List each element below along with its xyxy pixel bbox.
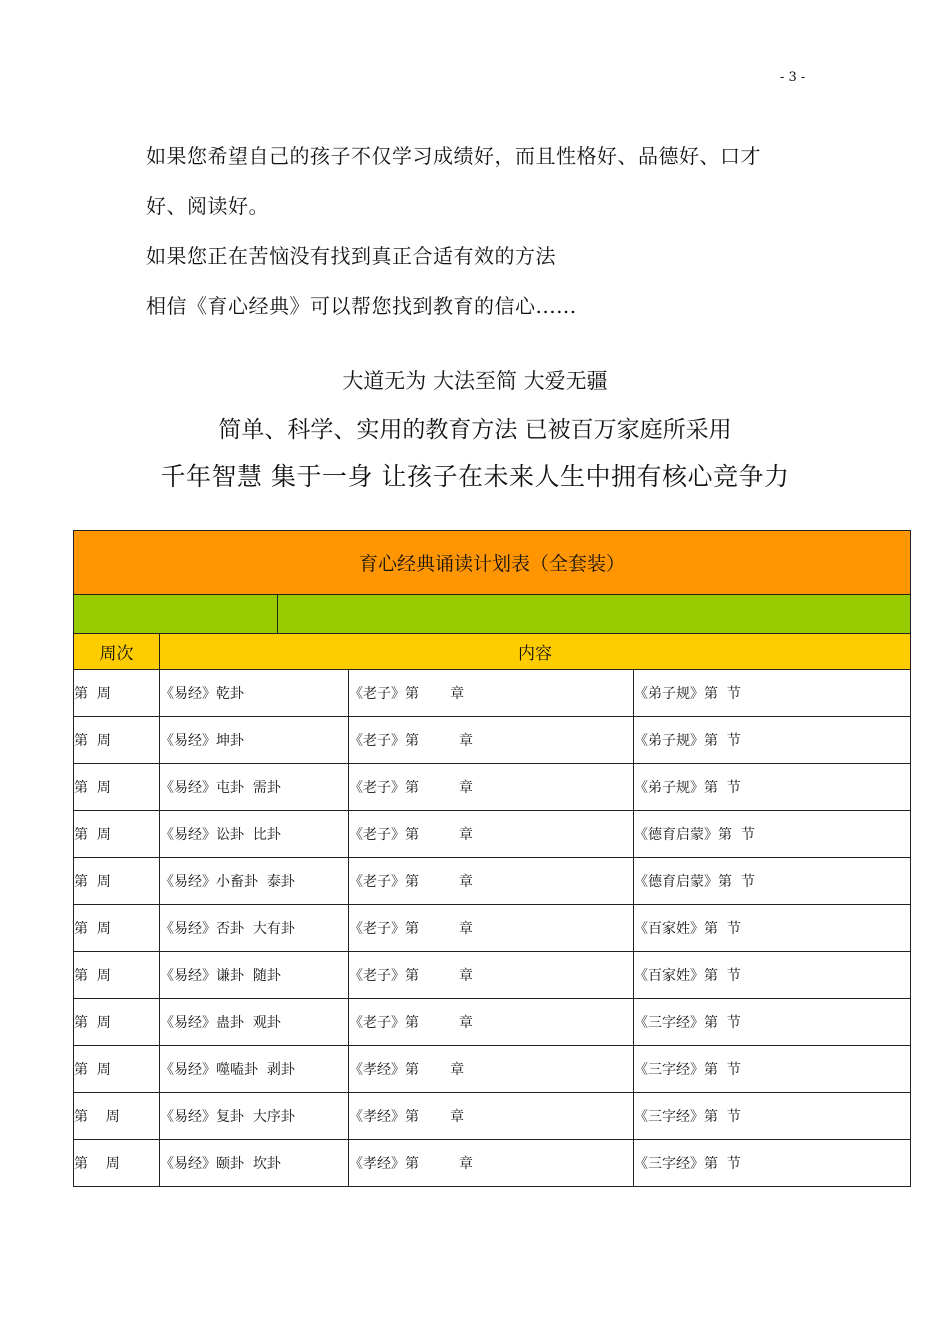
cell-second-text: 《老子》第 章 — [349, 811, 634, 858]
table-row — [74, 1140, 911, 1187]
cell-week: 第 周 — [74, 858, 160, 905]
slogan-line-2: 简单、科学、实用的教育方法 已被百万家庭所采用 — [218, 417, 732, 443]
cell-week: 第 周 — [74, 1046, 160, 1093]
cell-third-text: 《弟子规》第 节 — [634, 717, 911, 764]
table-row — [74, 811, 911, 858]
green-bar-left — [74, 595, 278, 634]
cell-yijing: 《易经》谦卦 随卦 — [160, 952, 349, 999]
slogan-line-1: 大道无为 大法至简 大爱无疆 — [342, 369, 608, 393]
cell-second-text: 《孝经》第 章 — [349, 1046, 634, 1093]
cell-yijing: 《易经》乾卦 — [160, 670, 349, 717]
cell-week: 第 周 — [74, 952, 160, 999]
reading-plan-table — [73, 530, 911, 1187]
cell-third-text: 《三字经》第 节 — [634, 1046, 911, 1093]
intro-line-4: 相信《育心经典》可以帮您找到教育的信心...... — [146, 294, 577, 318]
table-row — [74, 717, 911, 764]
cell-third-text: 《三字经》第 节 — [634, 1140, 911, 1187]
cell-second-text: 《孝经》第 章 — [349, 1140, 634, 1187]
cell-third-text: 《百家姓》第 节 — [634, 952, 911, 999]
table-row — [74, 764, 911, 811]
cell-second-text: 《老子》第 章 — [349, 999, 634, 1046]
cell-third-text: 《三字经》第 节 — [634, 1093, 911, 1140]
cell-second-text: 《老子》第 章 — [349, 952, 634, 999]
cell-second-text: 《老子》第 章 — [349, 858, 634, 905]
cell-yijing: 《易经》坤卦 — [160, 717, 349, 764]
cell-third-text: 《三字经》第 节 — [634, 999, 911, 1046]
table-row — [74, 905, 911, 952]
cell-second-text: 《老子》第 章 — [349, 905, 634, 952]
cell-week: 第 周 — [74, 905, 160, 952]
cell-yijing: 《易经》噬嗑卦 剥卦 — [160, 1046, 349, 1093]
intro-line-2: 好、阅读好。 — [146, 194, 269, 218]
cell-week: 第 周 — [74, 999, 160, 1046]
cell-third-text: 《弟子规》第 节 — [634, 764, 911, 811]
cell-week: 第 周 — [74, 764, 160, 811]
cell-week: 第 周 — [74, 1140, 160, 1187]
green-bar-row — [74, 595, 911, 634]
intro-line-1: 如果您希望自己的孩子不仅学习成绩好，而且性格好、品德好、口才 — [146, 144, 761, 168]
table-title: 育心经典诵读计划表（全套装） — [74, 531, 911, 595]
cell-yijing: 《易经》否卦 大有卦 — [160, 905, 349, 952]
table-row — [74, 999, 911, 1046]
cell-second-text: 《孝经》第 章 — [349, 1093, 634, 1140]
cell-week: 第 周 — [74, 1093, 160, 1140]
table-row — [74, 670, 911, 717]
cell-yijing: 《易经》讼卦 比卦 — [160, 811, 349, 858]
table-header-row — [74, 634, 911, 670]
header-content: 内容 — [160, 634, 911, 670]
table-row — [74, 952, 911, 999]
cell-third-text: 《德育启蒙》第 节 — [634, 811, 911, 858]
cell-second-text: 《老子》第 章 — [349, 717, 634, 764]
cell-second-text: 《老子》第 章 — [349, 764, 634, 811]
page-number: - 3 - — [780, 70, 806, 85]
cell-week: 第 周 — [74, 811, 160, 858]
table-row — [74, 858, 911, 905]
table-row — [74, 1093, 911, 1140]
cell-third-text: 《德育启蒙》第 节 — [634, 858, 911, 905]
cell-yijing: 《易经》复卦 大序卦 — [160, 1093, 349, 1140]
intro-line-3: 如果您正在苦恼没有找到真正合适有效的方法 — [146, 244, 556, 268]
cell-third-text: 《百家姓》第 节 — [634, 905, 911, 952]
cell-third-text: 《弟子规》第 节 — [634, 670, 911, 717]
slogan-line-3: 千年智慧 集于一身 让孩子在未来人生中拥有核心竞争力 — [160, 462, 790, 491]
cell-yijing: 《易经》小畜卦 泰卦 — [160, 858, 349, 905]
green-bar-right — [278, 595, 911, 634]
table-row — [74, 1046, 911, 1093]
cell-yijing: 《易经》颐卦 坎卦 — [160, 1140, 349, 1187]
cell-week: 第 周 — [74, 670, 160, 717]
header-week: 周次 — [74, 634, 160, 670]
cell-yijing: 《易经》蛊卦 观卦 — [160, 999, 349, 1046]
table-body — [74, 670, 911, 1187]
cell-second-text: 《老子》第 章 — [349, 670, 634, 717]
cell-yijing: 《易经》屯卦 需卦 — [160, 764, 349, 811]
cell-week: 第 周 — [74, 717, 160, 764]
